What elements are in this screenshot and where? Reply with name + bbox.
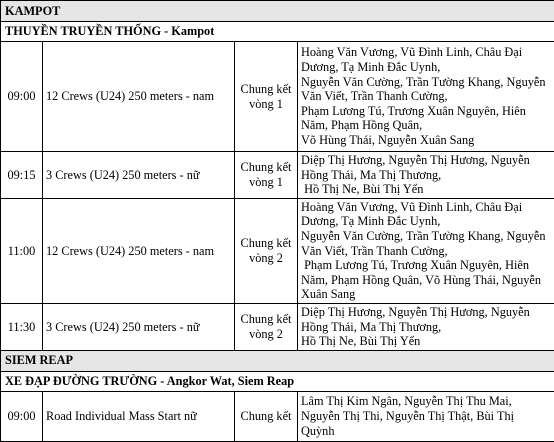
section-location: KAMPOT: [1, 1, 554, 22]
section-row: [1, 1, 554, 22]
athlete-line: Võ Hùng Thái, Nguyễn Xuân Sang: [301, 133, 551, 148]
athlete-list: [298, 303, 554, 350]
athlete-list: [298, 152, 554, 199]
event-round: [235, 152, 298, 199]
athlete-line: Lâm Thị Kim Ngân, Nguyễn Thị Thu Mai,: [301, 394, 551, 409]
athlete-line: Dương, Tạ Minh Đắc Uynh,: [301, 60, 551, 75]
athlete-list: [298, 391, 554, 441]
category-row: [1, 371, 554, 391]
round-line: vòng 1: [238, 97, 294, 112]
event-name: Road Individual Mass Start nữ: [43, 391, 235, 441]
athlete-line: Dương, Tạ Minh Đắc Uynh,: [301, 214, 551, 229]
event-name: 12 Crews (U24) 250 meters - nam: [43, 198, 235, 303]
round-line: vòng 2: [238, 251, 294, 266]
event-round: [235, 391, 298, 441]
event-row: [1, 42, 554, 152]
athlete-line: Hồng Thái, Ma Thị Thương,: [301, 320, 551, 335]
athlete-line: Văn Viết, Trần Thanh Cường,: [301, 244, 551, 259]
athlete-line: Hồng Thái, Ma Thị Thương,: [301, 168, 551, 183]
event-name: 3 Crews (U24) 250 meters - nữ: [43, 152, 235, 199]
round-line: vòng 2: [238, 327, 294, 342]
athlete-line: Hoàng Văn Vương, Vũ Đình Linh, Châu Đại: [301, 45, 551, 60]
event-time: 11:00: [1, 198, 43, 303]
athlete-line: Quỳnh: [301, 424, 551, 439]
event-row: [1, 198, 554, 303]
event-time: 11:30: [1, 303, 43, 350]
athlete-line: Hoàng Văn Vương, Vũ Đình Linh, Châu Đại: [301, 200, 551, 215]
section-location: SIEM REAP: [1, 350, 554, 371]
round-line: Chung kết: [238, 312, 294, 327]
athlete-line: Năm, Phạm Hồng Quân, Võ Hùng Thái, Nguyễn: [301, 273, 551, 288]
athlete-line: Phạm Lương Tú, Trương Xuân Nguyên, Hiên: [301, 104, 551, 119]
event-time: 09:15: [1, 152, 43, 199]
round-line: Chung kết: [238, 409, 294, 424]
schedule-body: [1, 1, 554, 442]
event-row: [1, 303, 554, 350]
athlete-line: Nguyễn Văn Cường, Trần Tường Khang, Nguyễn: [301, 229, 551, 244]
event-round: [235, 198, 298, 303]
round-line: vòng 1: [238, 175, 294, 190]
event-row: [1, 391, 554, 441]
athlete-line: Năm, Phạm Hồng Quân,: [301, 118, 551, 133]
event-round: [235, 42, 298, 152]
athlete-line: Nguyễn Văn Cường, Trần Tường Khang, Nguyễn: [301, 75, 551, 90]
round-line: Chung kết: [238, 160, 294, 175]
round-line: Chung kết: [238, 82, 294, 97]
event-time: 09:00: [1, 42, 43, 152]
event-name: 12 Crews (U24) 250 meters - nam: [43, 42, 235, 152]
athlete-list: [298, 198, 554, 303]
athlete-line: Diệp Thị Hương, Nguyễn Thị Hương, Nguyễn: [301, 305, 551, 320]
section-row: [1, 350, 554, 371]
category-row: [1, 22, 554, 42]
athlete-line: Hồ Thị Ne, Bùi Thị Yến: [301, 182, 551, 197]
athlete-line: Nguyễn Thị Thi, Nguyễn Thị Thật, Bùi Thị: [301, 409, 551, 424]
athlete-line: Phạm Lương Tú, Trương Xuân Nguyên, Hiên: [301, 258, 551, 273]
athlete-line: Diệp Thị Hương, Nguyễn Thị Hương, Nguyễn: [301, 153, 551, 168]
athlete-list: [298, 42, 554, 152]
athlete-line: Văn Viết, Trần Thanh Cường,: [301, 89, 551, 104]
round-line: Chung kết: [238, 236, 294, 251]
event-name: 3 Crews (U24) 250 meters - nữ: [43, 303, 235, 350]
sport-category: XE ĐẠP ĐƯỜNG TRƯỜNG - Angkor Wat, Siem Reap: [1, 371, 554, 391]
event-round: [235, 303, 298, 350]
event-row: [1, 152, 554, 199]
sport-category: THUYỀN TRUYỀN THỐNG - Kampot: [1, 22, 554, 42]
event-time: 09:00: [1, 391, 43, 441]
athlete-line: Xuân Sang: [301, 287, 551, 302]
athlete-line: Hồ Thị Ne, Bùi Thị Yến: [301, 334, 551, 349]
